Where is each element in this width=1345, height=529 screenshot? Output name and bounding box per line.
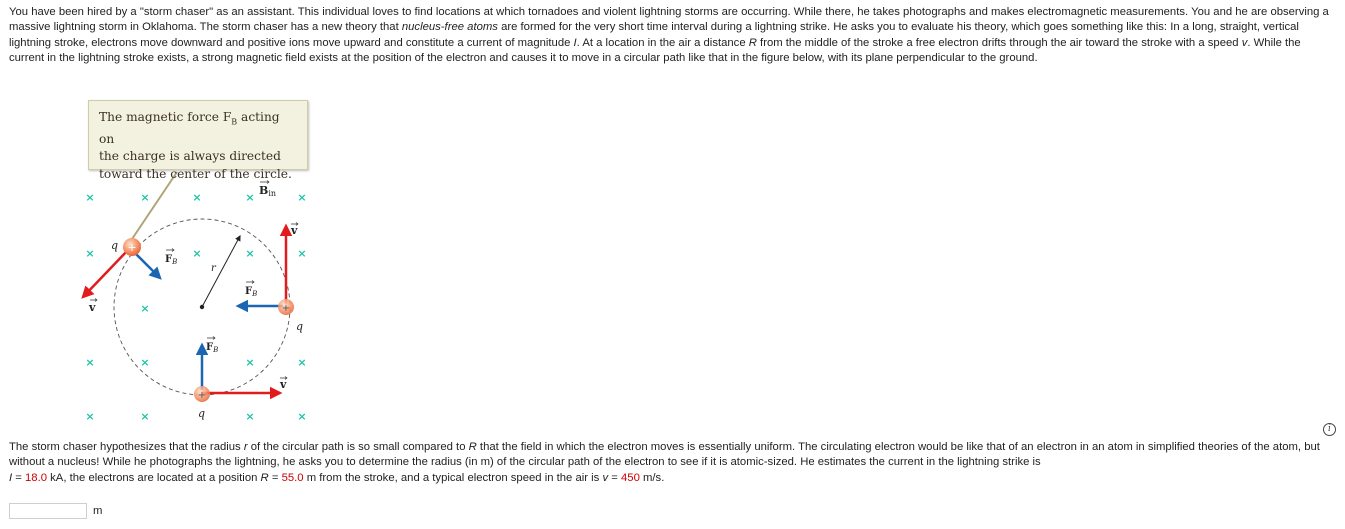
charge-left	[123, 238, 141, 256]
force-callout-box	[88, 100, 308, 181]
charge-right	[278, 299, 294, 315]
field-x-mark: ×	[140, 302, 150, 315]
field-x-mark: ×	[297, 356, 307, 369]
v-label-right: v	[291, 224, 298, 237]
question-paragraph-2: The storm chaser hypothesizes that the radius r of the circular path is so small compared to R that the field in which the electron moves is essentially uniform. The circulating electron would be like that of an electron in an atom in simplified theories of the atom, but without a nucleus! While he photographs the lightning, he asks you to determine the radius (in m) of the circular path of the electron to see if it is atomic-sized. He estimates the current in the lightning strike is I = 18.0 kA, the electrons are located at a position R = 55.0 m from the stroke, and a typical electron speed in the air is v = 450 m/s.	[9, 441, 1320, 484]
field-x-mark: ×	[85, 191, 95, 204]
distance-value: 55.0	[281, 471, 304, 484]
field-x-mark: ×	[245, 356, 255, 369]
r-label: r	[211, 263, 216, 274]
field-x-mark: ×	[192, 247, 202, 260]
field-x-mark: ×	[140, 191, 150, 204]
q-label-bottom: q	[198, 407, 206, 420]
field-x-mark: ×	[85, 410, 95, 423]
field-x-mark: ×	[297, 191, 307, 204]
field-x-mark: ×	[297, 410, 307, 423]
fb-label-left: $F_B$	[165, 254, 178, 266]
fb-label-right: $F_B$	[245, 286, 258, 298]
field-x-mark: ×	[140, 410, 150, 423]
speed-value: 450	[621, 471, 640, 484]
field-x-mark: ×	[192, 191, 202, 204]
answer-input[interactable]	[9, 503, 87, 519]
field-x-mark: ×	[85, 356, 95, 369]
callout-line-1: The magnetic force $F_B$ acting on	[99, 110, 280, 146]
svg-text:+: +	[281, 303, 291, 314]
field-x-mark: ×	[140, 356, 150, 369]
field-x-mark: ×	[85, 247, 95, 260]
info-icon[interactable]: i	[1323, 423, 1336, 436]
v-label-left: v	[89, 301, 96, 314]
v-label-bottom: v	[280, 378, 287, 391]
charge-bottom	[194, 386, 210, 402]
radius-line	[202, 236, 240, 307]
field-x-mark: ×	[245, 191, 255, 204]
field-x-mark: ×	[245, 247, 255, 260]
callout-line-3: toward the center of the circle.	[99, 166, 292, 181]
question-paragraph-1: You have been hired by a "storm chaser" as an assistant. This individual loves to find locations at which tornadoes and violent lightning storms are occurring. While there, he takes photographs and makes electromagnetic measurements. You and he are observing a massive lightning storm in Oklahoma. The storm chaser has a new theory that nucleus-free atoms are formed for the very short time interval during a lightning strike. He asks you to evaluate his theory, which goes something like this: In a long, straight, vertical lightning stroke, electrons move downward and positive ions move upward and constitute a current of magnitude I. At a location in the air a distance R from the middle of the stroke a free electron drifts through the air toward the stroke with a speed v. While the current in the lightning stroke exists, a strong magnetic field exists at the position of the electron and causes it to move in a circular path like that in the figure below, with its plane perpendicular to the ground.	[9, 6, 1329, 65]
force-arrow-left	[133, 251, 160, 278]
callout-line-2: the charge is always directed	[99, 149, 281, 164]
svg-text:+: +	[127, 241, 137, 254]
current-value: 18.0	[25, 471, 48, 484]
svg-text:+: +	[197, 390, 207, 401]
field-x-mark: ×	[297, 247, 307, 260]
answer-unit-label: m	[93, 505, 103, 517]
q-label-right: q	[296, 320, 304, 333]
fb-label-bottom: $F_B$	[206, 342, 219, 354]
b-in-label: Bin	[259, 184, 277, 198]
q-label-left: q	[111, 239, 119, 252]
field-x-mark: ×	[245, 410, 255, 423]
